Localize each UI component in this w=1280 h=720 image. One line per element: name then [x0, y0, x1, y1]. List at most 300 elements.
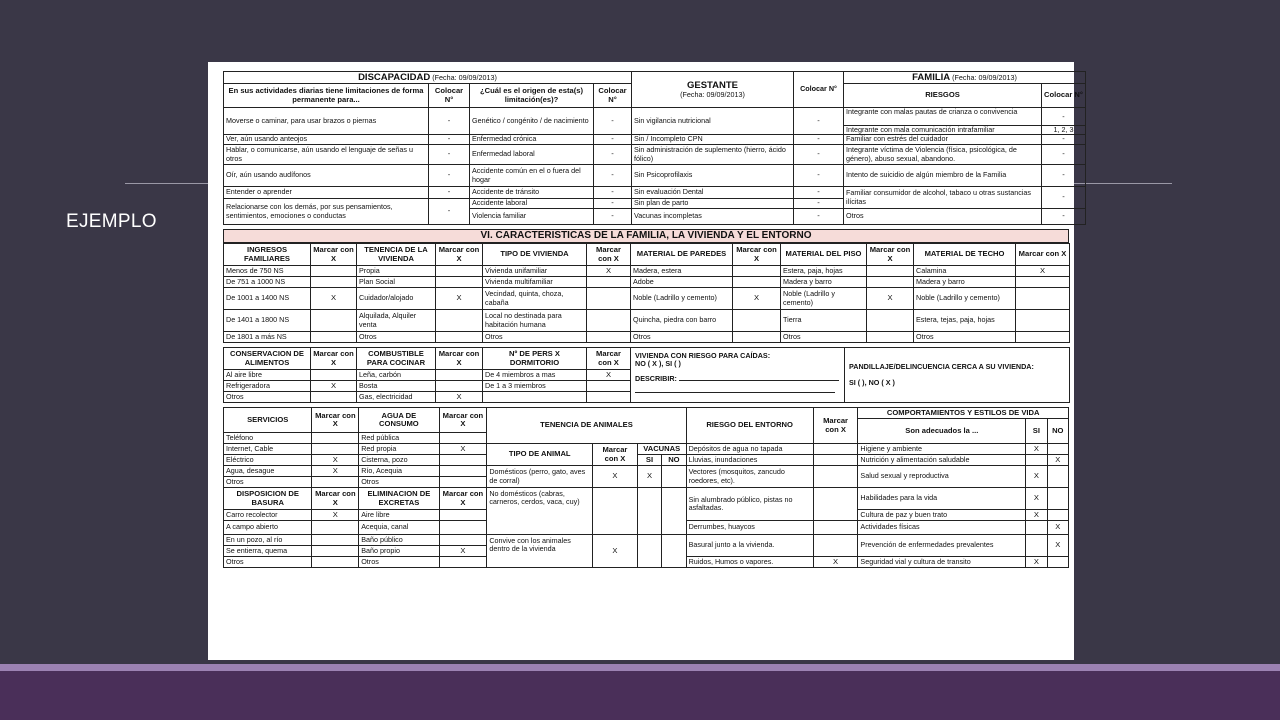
disc-origin-value: -: [594, 108, 632, 135]
mark: [439, 455, 487, 466]
disc-title: DISCAPACIDAD: [358, 72, 431, 83]
cell: Menos de 750 NS: [224, 266, 311, 277]
disc-row: Ver, aún usando anteojos: [224, 135, 429, 145]
cons-header: COMBUSTIBLE PARA COCINAR: [357, 348, 436, 370]
cell: Refrigeradora: [224, 381, 311, 392]
cell: Depósitos de agua no tapada: [686, 444, 813, 455]
mark: [1047, 444, 1068, 455]
disc-value: -: [429, 165, 470, 187]
mark: [312, 535, 359, 546]
serv-h-no: NO: [662, 455, 686, 466]
cell: Otros: [224, 477, 312, 488]
disc-value: -: [429, 145, 470, 165]
bottom-stripe: [0, 664, 1280, 671]
cell: Otros: [631, 332, 733, 343]
mark: X: [587, 266, 631, 277]
fam-row: Familiar con estrés del cuidador: [844, 135, 1042, 145]
mark: [662, 488, 686, 535]
cell: De 1001 a 1400 NS: [224, 288, 311, 310]
serv-h-marcar: Marcar con X: [312, 408, 359, 433]
mark: [813, 521, 858, 535]
disc-row: Entender o aprender: [224, 187, 429, 199]
fam-row: Integrante con mala comunicación intrafamiliar: [846, 125, 995, 134]
serv-h-servicios: SERVICIOS: [224, 408, 312, 433]
disc-origin: Genético / congénito / de nacimiento: [470, 108, 594, 135]
table-row: [224, 444, 1069, 455]
mark: [867, 277, 914, 288]
viv-header: Marcar con X: [587, 244, 631, 266]
mark: X: [813, 557, 858, 568]
mark: [1016, 332, 1070, 343]
cell: Calamina: [914, 266, 1016, 277]
cell: Eléctrico: [224, 455, 312, 466]
serv-h-marcar: Marcar con X: [593, 444, 638, 466]
mark: [813, 444, 858, 455]
mark: [637, 488, 661, 535]
mark: [662, 466, 686, 488]
cell: Otros: [359, 557, 439, 568]
cell: Tierra: [781, 310, 867, 332]
serv-h-marcar: Marcar con X: [439, 488, 487, 510]
cell: Baño público: [359, 535, 439, 546]
serv-h-marcar: Marcar con X: [813, 408, 858, 444]
cell: De 1401 a 1800 NS: [224, 310, 311, 332]
mark: X: [1047, 521, 1068, 535]
fam-value: -: [1042, 135, 1086, 145]
gest-value: -: [794, 187, 844, 199]
viv-header: TENENCIA DE LA VIVIENDA: [357, 244, 436, 266]
mark: [587, 288, 631, 310]
cell: Higiene y ambiente: [858, 444, 1026, 455]
gest-value: -: [794, 199, 844, 209]
fam-row: Integrante con malas pautas de crianza o convivencia: [844, 108, 1041, 126]
gest-row: Vacunas incompletas: [632, 209, 794, 225]
caidas-title: VIVIENDA CON RIESGO PARA CAÍDAS:: [635, 351, 771, 360]
cell: Leña, carbón: [357, 370, 436, 381]
gest-row: Sin vigilancia nutricional: [632, 108, 794, 135]
cell: Actividades físicas: [858, 521, 1026, 535]
cell: Vectores (mosquitos, zancudo roedores, etc).: [686, 466, 813, 488]
mark: X: [587, 370, 631, 381]
cell: Otros: [781, 332, 867, 343]
mark: [733, 332, 781, 343]
viv-header: MATERIAL DEL PISO: [781, 244, 867, 266]
cell: Plan Social: [357, 277, 436, 288]
cell: Carro recolector: [224, 510, 312, 521]
disc-origin: Accidente común en el o fuera del hogar: [470, 165, 594, 187]
mark: [439, 557, 487, 568]
mark: [587, 310, 631, 332]
viv-header: Marcar con X: [867, 244, 914, 266]
mark: [311, 277, 357, 288]
mark: [587, 332, 631, 343]
cell: A campo abierto: [224, 521, 312, 535]
mark: [733, 310, 781, 332]
fam-value: -: [1042, 145, 1086, 165]
cell: Otros: [224, 392, 311, 403]
cons-header: Nº DE PERS X DORMITORIO: [483, 348, 587, 370]
cons-header: CONSERVACION DE ALIMENTOS: [224, 348, 311, 370]
cell: Agua, desague: [224, 466, 312, 477]
fam-value: -: [1042, 108, 1085, 126]
mark: X: [312, 510, 359, 521]
serv-h-agua: AGUA DE CONSUMO: [359, 408, 439, 433]
gest-value: -: [794, 108, 844, 135]
serv-h-no: NO: [1047, 419, 1068, 444]
mark: [1047, 510, 1068, 521]
cell: Alquilada, Alquiler venta: [357, 310, 436, 332]
gest-row: Sin / Incompleto CPN: [632, 135, 794, 145]
mark: [733, 277, 781, 288]
fam-stack: [844, 108, 1042, 135]
table-row: [224, 332, 1070, 343]
cell: De 4 miembros a mas: [483, 370, 587, 381]
cell: Salud sexual y reproductiva: [858, 466, 1026, 488]
viv-header: Marcar con X: [733, 244, 781, 266]
mark: X: [1026, 488, 1047, 510]
mark: X: [593, 535, 638, 568]
mark: [1016, 277, 1070, 288]
fam-title: FAMILIA: [912, 72, 951, 83]
cell: [483, 392, 587, 403]
disc-origin-value: -: [594, 145, 632, 165]
cell: De 1801 a más NS: [224, 332, 311, 343]
mark: X: [1016, 266, 1070, 277]
viv-header: MATERIAL DE PAREDES: [631, 244, 733, 266]
cell: Red pública: [359, 433, 439, 444]
cell: Teléfono: [224, 433, 312, 444]
mark: [436, 310, 483, 332]
disc-title-cell: [224, 72, 632, 84]
cell: Noble (Ladrillo y cemento): [781, 288, 867, 310]
mark: X: [436, 392, 483, 403]
fam-row: Otros: [844, 209, 1042, 225]
cell: Quincha, piedra con barro: [631, 310, 733, 332]
serv-h-disp: DISPOSICION DE BASURA: [224, 488, 312, 510]
mark: [436, 381, 483, 392]
mark: [311, 266, 357, 277]
section-vi-title: VI. CARACTERISTICAS DE LA FAMILIA, LA VIVIENDA Y EL ENTORNO: [224, 230, 1069, 243]
viv-header: Marcar con X: [311, 244, 357, 266]
disc-row: Hablar, o comunicarse, aún usando el lenguaje de señas u otros: [224, 145, 429, 165]
mark: [439, 510, 487, 521]
disc-date: (Fecha: 09/09/2013): [432, 73, 497, 82]
disc-value: -: [429, 108, 470, 135]
mark: [1047, 466, 1068, 488]
mark: [587, 277, 631, 288]
viv-header: TIPO DE VIVIENDA: [483, 244, 587, 266]
cell: Propia: [357, 266, 436, 277]
disc-row: Oír, aún usando audífonos: [224, 165, 429, 187]
mark: [1047, 488, 1068, 510]
gest-row: Sin administración de suplemento (hierro, ácido fólico): [632, 145, 794, 165]
cell: Cisterna, pozo: [359, 455, 439, 466]
cell: Prevención de enfermedades prevalentes: [858, 535, 1026, 557]
fam-value: -: [1042, 187, 1086, 209]
mark: [813, 488, 858, 521]
cell: Vivienda unifamiliar: [483, 266, 587, 277]
cons-header: Marcar con X: [436, 348, 483, 370]
viv-header: Marcar con X: [436, 244, 483, 266]
cell: Vecindad, quinta, choza, cabaña: [483, 288, 587, 310]
mark: [1047, 557, 1068, 568]
fam-title-cell: [844, 72, 1086, 84]
disc-origin: Accidente laboral: [470, 199, 594, 209]
mark: [1026, 535, 1047, 557]
slide-label: EJEMPLO: [66, 211, 157, 232]
fam-riesgos: RIESGOS: [844, 84, 1042, 108]
cell: Cuidador/alojado: [357, 288, 436, 310]
disc-origin-value: -: [594, 187, 632, 199]
form-image: [208, 62, 1083, 660]
disc-origin-value: -: [594, 135, 632, 145]
mark: [312, 477, 359, 488]
divider-right: [1074, 183, 1172, 184]
mark: X: [312, 455, 359, 466]
mark: [1016, 288, 1070, 310]
disc-value: -: [429, 187, 470, 199]
serv-h-vacunas: VACUNAS: [637, 444, 686, 455]
gest-value: -: [794, 145, 844, 165]
cell: Madera, estera: [631, 266, 733, 277]
table-row: [224, 288, 1070, 310]
cell: Seguridad vial y cultura de transito: [858, 557, 1026, 568]
serv-h-animales: TENENCIA DE ANIMALES: [487, 408, 686, 444]
fam-row: Integrante víctima de Violencia (física, psicológica, de género), abuso sexual, abandono.: [844, 145, 1042, 165]
cell: Noble (Ladrillo y cemento): [914, 288, 1016, 310]
mark: [439, 433, 487, 444]
fam-value: -: [1042, 165, 1086, 187]
gest-row: Sin evaluación Dental: [632, 187, 794, 199]
describir-line: [635, 390, 835, 393]
mark: [436, 370, 483, 381]
viv-header: Marcar con X: [1016, 244, 1070, 266]
cell: Basural junto a la vivienda.: [686, 535, 813, 557]
fam-value: -: [1042, 209, 1086, 225]
cell: Estera, paja, hojas: [781, 266, 867, 277]
mark: [587, 392, 631, 403]
gest-row: Sin plan de parto: [632, 199, 794, 209]
gest-value: -: [794, 165, 844, 187]
table-row: [224, 455, 1069, 466]
mark: [439, 477, 487, 488]
bottom-band: [0, 664, 1280, 720]
mark: [436, 266, 483, 277]
cell: Ruidos, Humos o vapores.: [686, 557, 813, 568]
serv-h-si: SI: [1026, 419, 1047, 444]
cell: En un pozo, al río: [224, 535, 312, 546]
cell: Acequia, canal: [359, 521, 439, 535]
table-row: [224, 466, 1069, 477]
mark: [587, 381, 631, 392]
mark: X: [1026, 444, 1047, 455]
gest-date: (Fecha: 09/09/2013): [680, 89, 745, 99]
table-row: [224, 266, 1070, 277]
serv-h-tipo-animal: TIPO DE ANIMAL: [487, 444, 593, 466]
mark: [662, 535, 686, 568]
cell: Otros: [914, 332, 1016, 343]
mark: [436, 277, 483, 288]
mark: X: [593, 466, 638, 488]
table-row: [224, 535, 1069, 546]
table-row: [224, 488, 1069, 510]
gest-value: -: [794, 135, 844, 145]
disc-origin: Enfermedad laboral: [470, 145, 594, 165]
cell: No domésticos (cabras, carneros, cerdos, vaca, cuy): [487, 488, 593, 535]
disc-origin-value: -: [594, 209, 632, 225]
mark: [311, 392, 357, 403]
cell: Madera y barro: [914, 277, 1016, 288]
cell: Sin alumbrado público, pistas no asfaltadas.: [686, 488, 813, 521]
section-vi-table: [223, 229, 1069, 243]
mark: [813, 466, 858, 488]
mark: [436, 332, 483, 343]
cell: Otros: [483, 332, 587, 343]
mark: [593, 488, 638, 535]
mark: X: [1026, 557, 1047, 568]
disc-row: Relacionarse con los demás, por sus pensamientos, sentimientos, emociones o conductas: [224, 199, 429, 225]
cell: Madera y barro: [781, 277, 867, 288]
mark: X: [311, 288, 357, 310]
serv-h-comp: COMPORTAMIENTOS Y ESTILOS DE VIDA: [858, 408, 1069, 419]
cons-header: Marcar con X: [587, 348, 631, 370]
serv-h-elim: ELIMINACION DE EXCRETAS: [359, 488, 439, 510]
disc-value: -: [429, 199, 470, 225]
table-row: [224, 310, 1070, 332]
pandillaje-title: PANDILLAJE/DELINCUENCIA CERCA A SU VIVIENDA:: [849, 361, 1034, 371]
mark: X: [439, 444, 487, 455]
caidas-cell: [631, 348, 845, 403]
mark: X: [1026, 510, 1047, 521]
disc-origin: Violencia familiar: [470, 209, 594, 225]
mark: X: [867, 288, 914, 310]
fam-row: Intento de suicidio de algún miembro de la Familia: [844, 165, 1042, 187]
cell: Nutrición y alimentación saludable: [858, 455, 1026, 466]
caidas-describir: [635, 374, 840, 383]
caidas-options: NO ( X ), SI ( ): [635, 359, 681, 369]
cell: Red propia: [359, 444, 439, 455]
mark: [813, 455, 858, 466]
cell: De 751 a 1000 NS: [224, 277, 311, 288]
top-table: [223, 71, 1086, 225]
cell: Noble (Ladrillo y cemento): [631, 288, 733, 310]
mark: X: [1047, 535, 1068, 557]
cons-header: Marcar con X: [311, 348, 357, 370]
disc-value: -: [429, 135, 470, 145]
cell: Habilidades para la vida: [858, 488, 1026, 510]
cell: Otros: [224, 557, 312, 568]
pandillaje-cell: [845, 348, 1070, 403]
cell: Estera, tejas, paja, hojas: [914, 310, 1016, 332]
disc-row: Moverse o caminar, para usar brazos o piernas: [224, 108, 429, 135]
cell: Bosta: [357, 381, 436, 392]
fam-value: 1, 2, 3: [1053, 125, 1074, 134]
cell: De 1 a 3 miembros: [483, 381, 587, 392]
mark: [312, 444, 359, 455]
cell: Derrumbes, huaycos: [686, 521, 813, 535]
mark: X: [1026, 466, 1047, 488]
mark: X: [436, 288, 483, 310]
cell: Se entierra, quema: [224, 546, 312, 557]
mark: [813, 535, 858, 557]
cell: Domésticos (perro, gato, aves de corral): [487, 466, 593, 488]
cell: Adobe: [631, 277, 733, 288]
conservacion-table: [223, 347, 1070, 403]
mark: [867, 266, 914, 277]
mark: [439, 466, 487, 477]
disc-origin-value: -: [594, 165, 632, 187]
disc-h2: Colocar N°: [429, 84, 470, 108]
fam-stack-values: [1042, 108, 1086, 135]
vivienda-table: [223, 243, 1070, 343]
cell: Gas, electricidad: [357, 392, 436, 403]
mark: X: [1047, 455, 1068, 466]
mark: X: [439, 546, 487, 557]
mark: X: [311, 381, 357, 392]
cell: Baño propio: [359, 546, 439, 557]
serv-h-marcar: Marcar con X: [312, 488, 359, 510]
viv-header: INGRESOS FAMILIARES: [224, 244, 311, 266]
disc-h3: ¿Cuál es el origen de esta(s) limitación(es)?: [470, 84, 594, 108]
divider-left: [125, 183, 208, 184]
cell: Lluvias, inundaciones: [686, 455, 813, 466]
serv-h-marcar: Marcar con X: [439, 408, 487, 433]
fam-date: (Fecha: 09/09/2013): [952, 73, 1017, 82]
table-row: [224, 277, 1070, 288]
mark: [867, 332, 914, 343]
mark: [1026, 521, 1047, 535]
mark: [311, 370, 357, 381]
cell: Internet, Cable: [224, 444, 312, 455]
mark: X: [733, 288, 781, 310]
mark: [733, 266, 781, 277]
cell: Otros: [359, 477, 439, 488]
cell: Vivienda multifamiliar: [483, 277, 587, 288]
pandillaje-options: SI ( ), NO ( X ): [849, 378, 895, 387]
mark: [637, 535, 661, 568]
gest-value: -: [794, 209, 844, 225]
describir-line: [679, 374, 839, 381]
disc-origin: Enfermedad crónica: [470, 135, 594, 145]
mark: [1026, 455, 1047, 466]
mark: X: [637, 466, 661, 488]
disc-origin-value: -: [594, 199, 632, 209]
cell: Otros: [357, 332, 436, 343]
mark: [312, 557, 359, 568]
mark: [311, 332, 357, 343]
serv-h-adec: Son adecuados la ...: [858, 419, 1026, 444]
disc-h4: Colocar N°: [594, 84, 632, 108]
mark: [439, 535, 487, 546]
mark: [867, 310, 914, 332]
mark: X: [312, 466, 359, 477]
mark: [312, 546, 359, 557]
serv-h-riesgo: RIESGO DEL ENTORNO: [686, 408, 813, 444]
disc-origin: Accidente de tránsito: [470, 187, 594, 199]
mark: [311, 310, 357, 332]
gest-title: GESTANTE: [686, 79, 739, 91]
viv-header: MATERIAL DE TECHO: [914, 244, 1016, 266]
cell: Al aire libre: [224, 370, 311, 381]
cell: Local no destinada para habitación humana: [483, 310, 587, 332]
cell: Aire libre: [359, 510, 439, 521]
cell: Convive con los animales dentro de la vivienda: [487, 535, 593, 568]
mark: [312, 433, 359, 444]
cell: Río, Acequia: [359, 466, 439, 477]
servicios-table: [223, 407, 1069, 568]
gest-title-cell: [632, 72, 794, 108]
gest-row: Sin Psicoprofilaxis: [632, 165, 794, 187]
